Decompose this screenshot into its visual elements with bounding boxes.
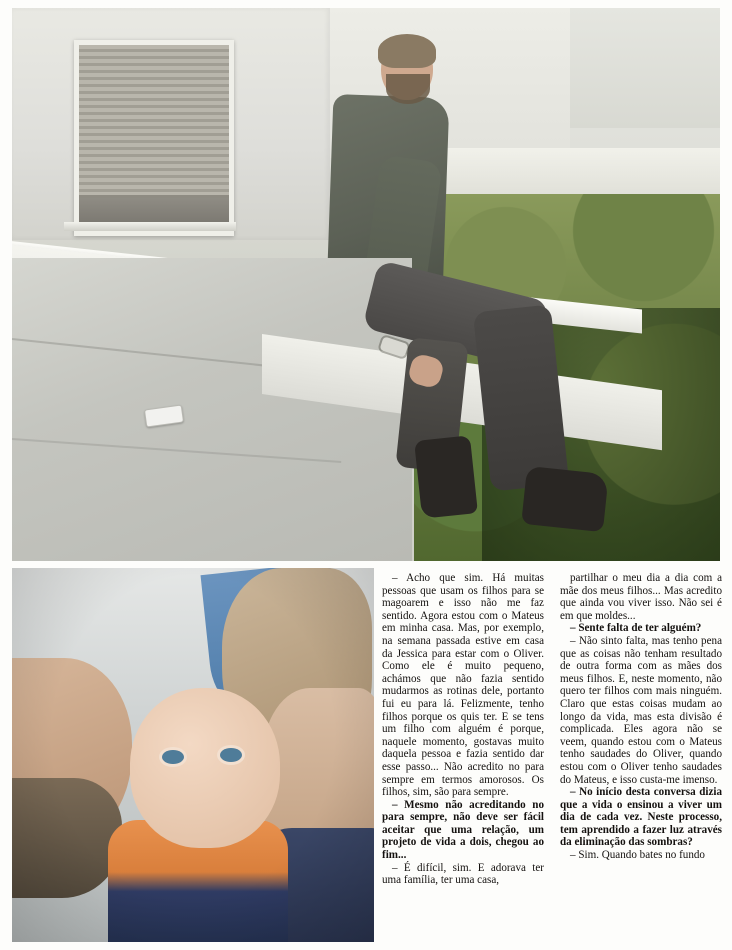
window-sill bbox=[64, 222, 236, 231]
top-photo bbox=[12, 8, 720, 561]
paragraph-answer: – É difícil, sim. E adorava ter uma família, ter uma casa, bbox=[382, 861, 544, 887]
text-column-2 bbox=[560, 572, 722, 944]
window-blind bbox=[79, 45, 229, 198]
subject-beard bbox=[386, 74, 430, 104]
building-wall-far bbox=[570, 8, 720, 128]
paragraph-answer: – Acho que sim. Há muitas pessoas que usam os filhos para se magoarem e isso não me faz sentido. Agora estou com o Mateus em minha casa. Mas, por exemplo, na semana passada estive em casa da Jessica para estar com o Oliver. Como ele é muito pequeno, achámos que não fazia sentido mudarmos as rotinas dele, portanto fui eu para lá. Felizmente, tenho filhos porque os quis ter. E se tens um filho com alguém é porque, naquele momento, gostavas muito daquela pessoa e fazia sentido dar esse passo... Não acredito no para sempre em termos amorosos. Os filhos, sim, são para sempre. bbox=[382, 572, 544, 799]
paragraph-question: – Mesmo não acreditando no para sempre, não deve ser fácil aceitar que uma relação, um projeto de vida a dois, chegou ao fim... bbox=[382, 798, 544, 862]
terrace-floor bbox=[12, 258, 412, 561]
photo-vignette bbox=[12, 568, 374, 942]
subject-boot-right bbox=[521, 466, 609, 532]
bottom-photo bbox=[12, 568, 374, 942]
paragraph-answer-continued: partilhar o meu dia a dia com a mãe dos meus filhos... Mas acredito que ainda vou viver isso. Não sei é em que moldes... bbox=[560, 572, 722, 622]
paragraph-question: – Sente falta de ter alguém? bbox=[570, 622, 702, 635]
paragraph-question: – No início desta conversa dizia que a vida o ensinou a viver um dia de cada vez. Neste processo, tem aprendido a fazer luz através da eliminação das sombras? bbox=[560, 786, 722, 849]
subject-hair bbox=[378, 34, 436, 68]
article-text-columns bbox=[382, 572, 722, 944]
subject-boot-left bbox=[414, 435, 478, 518]
window bbox=[74, 40, 234, 236]
paragraph-answer: – Sim. Quando bates no fundo bbox=[570, 849, 705, 862]
text-column-1 bbox=[382, 572, 544, 944]
paragraph-answer: – Não sinto falta, mas tenho pena que as coisas não tenham resultado de outra forma com as mães dos meus filhos. E, neste momento, não quero ter filhos com mais ninguém. Claro que estas coisas mudam ao longo da vida, mas esta divisão é complicada. Eles agora não se veem, quando estou com o Mateus tenho saudades do Oliver, quando estou com o Oliver tenho saudades do Mateus, e isso custa-me imenso. bbox=[560, 634, 722, 786]
